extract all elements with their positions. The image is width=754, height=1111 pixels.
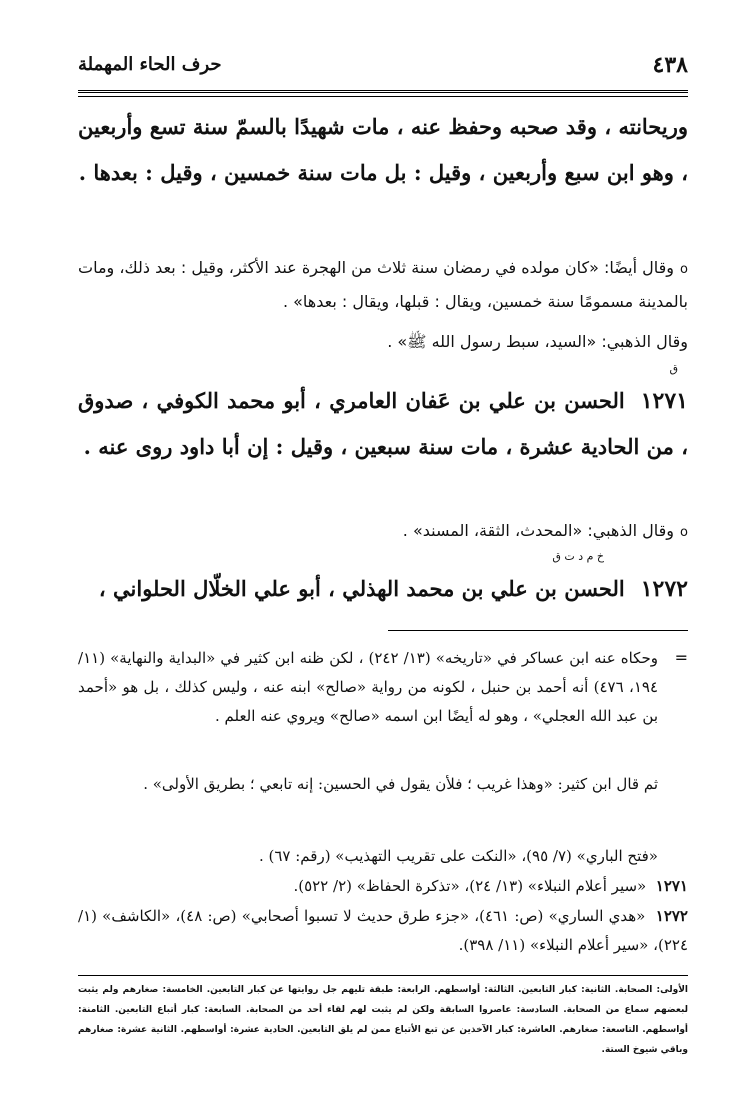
commentary-note — [78, 252, 688, 318]
footnote-rule — [388, 630, 688, 631]
entry-sigla: خ م د ت ق — [552, 550, 604, 563]
entry-text: الحسن بن علي بن محمد الهذلي ، أبو علي الخلّال الحلواني ، — [98, 576, 625, 601]
entry-text: الحسن بن علي بن عَفان العامري ، أبو محمد الكوفي ، صدوق ، من الحادية عشرة ، مات سنة سبعين ، وقيل : إن أبا داود روى عنه . — [78, 388, 688, 459]
footnote-text: «سير أعلام النبلاء» (١٣/ ٢٤)، «تذكرة الحفاظ» (٢/ ٥٢٢). — [293, 877, 647, 895]
entry-number: ١٢٧١ — [640, 388, 688, 414]
tabaqat-legend: الأولى: الصحابة. الثانية: كبار التابعين. الثالثة: أواسطهم. الرابعة: طبقة تليهم جل روايتها عن كبار التابعين. الخامسة: صغارهم ولم يثبت لبعضهم سماع من الصحابة. السادسة: عاصروا السابقة ولكن لم يثبت لهم لقاء أحد من الصحابة. السابعة: كبار أتباع التابعين. الثامنة: أواسطهم. التاسعة: صغارهم. العاشرة: كبار الآخذين عن تبع الأتباع ممن لم يلق التابعين. الحادية عشرة: أواسطهم. الثانية عشرة: صغارهم وباقي شيوخ الستة. — [78, 985, 688, 1055]
page-number: ٤٣٨ — [652, 52, 688, 78]
bullet-icon: o — [680, 525, 688, 540]
commentary-note: وقال الذهبي: «السيد، سبط رسول الله ﷺ» . — [387, 332, 688, 351]
entry-number: ١٢٧٢ — [640, 576, 688, 602]
running-head: حرف الحاء المهملة — [78, 54, 222, 75]
entry-continuation: وريحانته ، وقد صحبه وحفظ عنه ، مات شهيدًا بالسمّ سنة تسع وأربعين ، وهو ابن سبع وأربعين ، وقيل : بل مات سنة خمسين ، وقيل : بعدها . — [78, 114, 688, 185]
entry-1272 — [78, 566, 688, 612]
commentary-note — [78, 515, 688, 549]
entry-sigla: ق — [669, 362, 678, 375]
footnote — [78, 902, 688, 960]
legend-rule — [78, 975, 688, 976]
footnote-number: ١٢٧١ — [655, 877, 688, 895]
note-text: وقال أيضًا: «كان مولده في رمضان سنة ثلاث من الهجرة عند الأكثر، وقيل : بعد ذلك، ومات بالمدينة مسمومًا سنة خمسين، ويقال : قبلها، ويقال : بعدها» . — [78, 258, 688, 311]
footnote-number: ١٢٧٢ — [655, 907, 688, 925]
entry-1271 — [78, 378, 688, 470]
footnote: وحكاه عنه ابن عساكر في «تاريخه» (١٣/ ٢٤٢) ، لكن ظنه ابن كثير في «البداية والنهاية» (١١/ ١٩٤، ٤٧٦) أنه أحمد بن حنبل ، لكونه من رواية «صالح» ابنه عنه ، وليس كذلك ، بل هو «أحمد بن عبد الله العجلي» ، وهو له أيضًا ابن اسمه «صالح» ويروي عنه العلم . — [78, 649, 658, 725]
header-rule — [78, 90, 688, 97]
footnote — [78, 872, 688, 901]
page-header — [78, 52, 688, 92]
continuation-mark: = — [674, 648, 688, 667]
footnote: «فتح الباري» (٧/ ٩٥)، «النكت على تقريب التهذيب» (رقم: ٦٧) . — [258, 847, 658, 865]
footnote-text: «هدي الساري» (ص: ٤٦١)، «جزء طرق حديث لا تسبوا أصحابي» (ص: ٤٨)، «الكاشف» (١/ ٢٢٤)، «سير أعلام النبلاء» (١١/ ٣٩٨). — [78, 907, 688, 954]
note-text: وقال الذهبي: «المحدث، الثقة، المسند» . — [402, 521, 675, 540]
footnote: ثم قال ابن كثير: «وهذا غريب ؛ فلأن يقول في الحسين: إنه تابعي ؛ بطريق الأولى» . — [143, 775, 658, 793]
bullet-icon: o — [680, 262, 688, 277]
